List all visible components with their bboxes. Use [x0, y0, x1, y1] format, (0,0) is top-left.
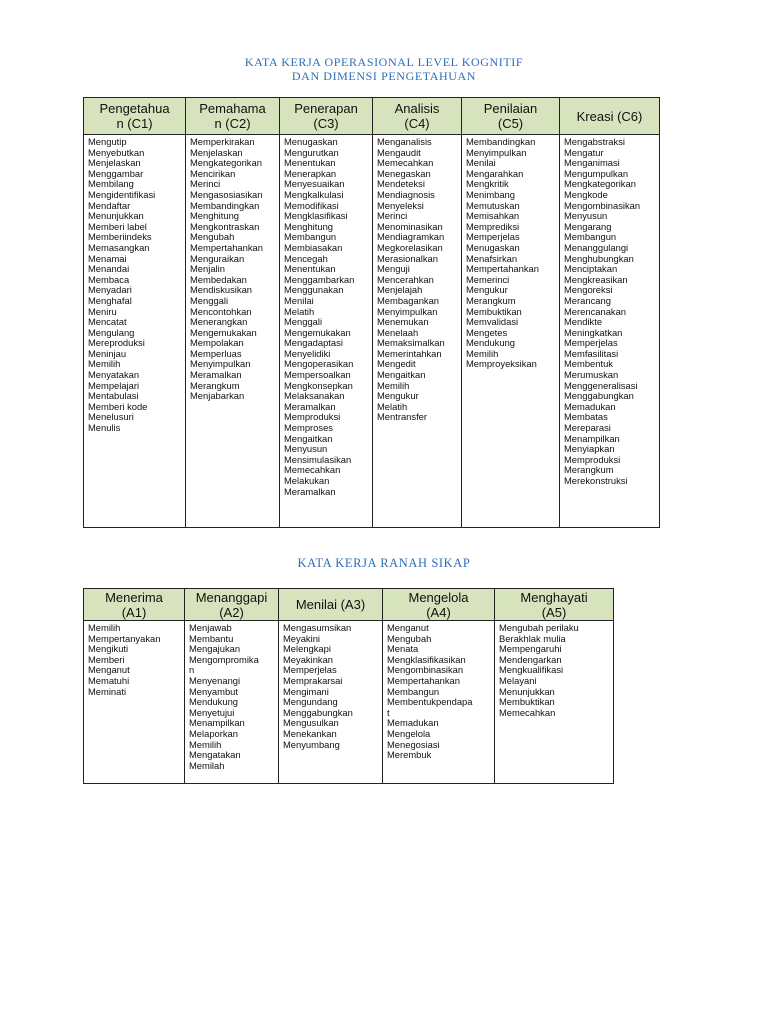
- verb-item: Menganut: [387, 622, 429, 633]
- verb-item: Menghitung: [190, 210, 239, 222]
- verb-item: Menjawab: [189, 622, 232, 633]
- verb-item: Mengasosiasikan: [190, 188, 263, 200]
- verb-item: Membedakan: [190, 273, 247, 285]
- verb-item: Menggali: [284, 316, 323, 328]
- verb-item: Memadukan: [564, 400, 616, 412]
- verb-list-cell: [462, 135, 560, 528]
- verb-item: Menjabarkan: [190, 390, 245, 402]
- column-header-a1: Menerima (A1): [84, 589, 185, 621]
- verb-list-cell: [186, 135, 280, 528]
- verb-item: Mencirikan: [190, 167, 236, 179]
- verb-item: Memasangkan: [88, 241, 150, 253]
- verb-item: Menekankan: [283, 727, 337, 739]
- verb-item: Mengubah perilaku: [499, 622, 579, 633]
- verb-item: Mendaftar: [88, 199, 131, 211]
- verb-item: Mengkode: [564, 188, 608, 200]
- verb-item: Memperjelas: [564, 337, 618, 349]
- verb-item: Menyetujui: [189, 706, 235, 718]
- verb-item: Melatih: [284, 305, 315, 317]
- verb-item: Mengemukakan: [284, 326, 351, 338]
- verb-list-cell: [373, 135, 462, 528]
- verb-item: Menata: [387, 643, 419, 655]
- table-header-row: [84, 98, 660, 135]
- verb-item: Merangkum: [466, 294, 516, 306]
- verb-item: Mensimulasikan: [284, 453, 352, 465]
- verb-item: Memecahkan: [377, 157, 434, 169]
- verb-item: Menunjukkan: [88, 210, 144, 222]
- verb-item: Mempolakan: [190, 337, 244, 349]
- column-header-c6: Kreasi (C6): [560, 98, 660, 135]
- verb-item: Membandingkan: [466, 136, 536, 147]
- verb-item: Menggambarkan: [284, 273, 355, 285]
- verb-item: Membentukpendapa: [387, 696, 473, 708]
- verb-item: Menamai: [88, 252, 127, 264]
- verb-item: Mengubah: [190, 231, 235, 243]
- verb-item: Memaksimalkan: [377, 337, 445, 349]
- verb-item: Memadukan: [387, 717, 439, 729]
- verb-item: t: [387, 706, 390, 718]
- verb-list-cell: [84, 135, 186, 528]
- verb-item: Menandai: [88, 263, 130, 275]
- verb-item: Menelaah: [377, 326, 419, 338]
- verb-item: Mengedit: [377, 358, 416, 370]
- verb-item: Memilih: [88, 358, 121, 370]
- verb-item: Menyadari: [88, 284, 132, 296]
- verb-item: Menyusun: [564, 210, 608, 222]
- verb-item: Mentabulasi: [88, 390, 139, 402]
- verb-item: Mempelajari: [88, 379, 140, 391]
- verb-item: Mengabstraksi: [564, 136, 625, 147]
- verb-item: Menggali: [190, 294, 229, 306]
- verb-item: Memberi: [88, 653, 125, 665]
- verb-item: Menimbang: [466, 188, 515, 200]
- verb-item: Mempertahankan: [387, 674, 460, 686]
- verb-item: Mendikte: [564, 316, 603, 328]
- verb-item: Menggambar: [88, 167, 144, 179]
- verb-item: Mereparasi: [564, 422, 611, 434]
- verb-item: Menjelajah: [377, 284, 423, 296]
- table-header-row: [84, 589, 614, 621]
- verb-item: Menunjukkan: [499, 685, 555, 697]
- verb-item: Menggabungkan: [283, 706, 353, 718]
- verb-item: Menguraikan: [190, 252, 245, 264]
- cognitive-verbs-table: [83, 97, 660, 528]
- verb-item: Mengatur: [564, 146, 604, 158]
- verb-item: Mematuhi: [88, 674, 130, 686]
- document-title: [0, 55, 768, 83]
- verb-item: Membiasakan: [284, 241, 343, 253]
- verb-item: Membuktikan: [466, 305, 522, 317]
- verb-item: Merangkum: [190, 379, 240, 391]
- verb-item: Memodifikasi: [284, 199, 339, 211]
- verb-item: Melaporkan: [189, 727, 238, 739]
- verb-item: Memerinci: [466, 273, 510, 285]
- verb-item: Membilang: [88, 178, 134, 190]
- verb-list-cell: [84, 621, 185, 784]
- verb-item: Mengklasifikasikan: [387, 653, 466, 665]
- verb-item: Mengombinasikan: [387, 664, 464, 676]
- column-header-c2: Pemahama n (C2): [186, 98, 280, 135]
- verb-item: Memproduksi: [284, 411, 341, 423]
- verb-item: Menguji: [377, 263, 410, 275]
- verb-item: Memisahkan: [466, 210, 520, 222]
- verb-list-cell: [495, 621, 614, 784]
- column-header-a5: Menghayati (A5): [495, 589, 614, 621]
- verb-item: Menanggulangi: [564, 241, 629, 253]
- verb-item: Merinci: [377, 210, 408, 222]
- verb-item: Menampilkan: [564, 432, 620, 444]
- verb-item: Mengkalkulasi: [284, 188, 344, 200]
- verb-item: Mencatat: [88, 316, 127, 328]
- verb-item: Meminati: [88, 685, 127, 697]
- verb-item: Mengatakan: [189, 749, 241, 761]
- verb-item: Memilih: [189, 738, 222, 750]
- verb-item: Megkorelasikan: [377, 241, 443, 253]
- verb-item: Menilai: [284, 294, 314, 306]
- verb-item: Menganalisis: [377, 136, 432, 147]
- verb-item: Mengimani: [283, 685, 329, 697]
- verb-item: Menganimasi: [564, 157, 620, 169]
- verb-item: Menemukan: [377, 316, 429, 328]
- verb-item: Memprakarsai: [283, 674, 343, 686]
- verb-item: Menerapkan: [284, 167, 337, 179]
- verb-item: Memberi label: [88, 220, 147, 232]
- verb-item: Mengkritik: [466, 178, 509, 190]
- verb-item: Mengombinasikan: [564, 199, 641, 211]
- verb-item: Menyatakan: [88, 369, 140, 381]
- verb-item: Mengadaptasi: [284, 337, 343, 349]
- verb-item: Menegaskan: [377, 167, 431, 179]
- verb-item: Memperjelas: [283, 664, 337, 676]
- verb-item: Mengukur: [377, 390, 419, 402]
- verb-item: Mereproduksi: [88, 337, 145, 349]
- verb-item: Mendukung: [466, 337, 515, 349]
- affective-verbs-table: [83, 588, 614, 784]
- verb-item: Mengutip: [88, 136, 127, 147]
- verb-item: Menyeleksi: [377, 199, 424, 211]
- verb-item: Menampilkan: [189, 717, 245, 729]
- verb-item: Membaca: [88, 273, 130, 285]
- verb-item: Menulis: [88, 422, 121, 434]
- verb-item: Mendiskusikan: [190, 284, 253, 296]
- verb-item: Menyusun: [284, 443, 328, 455]
- verb-item: Mengukur: [466, 284, 508, 296]
- verb-item: Mengasumsikan: [283, 622, 352, 633]
- verb-item: Mendeteksi: [377, 178, 425, 190]
- verb-item: Menentukan: [284, 157, 336, 169]
- verb-item: Mengikuti: [88, 643, 129, 655]
- verb-item: Menggabungkan: [564, 390, 634, 402]
- verb-item: Membandingkan: [190, 199, 260, 211]
- verb-item: Meramalkan: [284, 400, 336, 412]
- verb-item: Menjelaskan: [88, 157, 141, 169]
- verb-item: Merangkum: [564, 464, 614, 476]
- verb-item: Membantu: [189, 632, 234, 644]
- verb-item: Memproyeksikan: [466, 358, 537, 370]
- verb-item: Menyesuaikan: [284, 178, 345, 190]
- verb-item: Mengkontraskan: [190, 220, 260, 232]
- verb-item: Memecahkan: [284, 464, 341, 476]
- verb-item: Menyimpulkan: [377, 305, 438, 317]
- verb-item: Mendengarkan: [499, 653, 562, 665]
- verb-item: Memproses: [284, 422, 333, 434]
- verb-item: Mencegah: [284, 252, 328, 264]
- verb-item: Mengelola: [387, 727, 431, 739]
- verb-item: Memvalidasi: [466, 316, 519, 328]
- verb-item: Mengkualifikasi: [499, 664, 564, 676]
- column-header-c4: Analisis (C4): [373, 98, 462, 135]
- verb-item: Mempertahankan: [190, 241, 263, 253]
- verb-item: Menyimpulkan: [466, 146, 527, 158]
- verb-item: Memproduksi: [564, 453, 621, 465]
- verb-item: Memutuskan: [466, 199, 520, 211]
- verb-list-cell: [383, 621, 495, 784]
- verb-item: Menyimpulkan: [190, 358, 251, 370]
- verb-item: Merekonstruksi: [564, 475, 628, 486]
- verb-item: Menominasikan: [377, 220, 443, 232]
- verb-item: Membuktikan: [499, 696, 555, 708]
- verb-list-cell: [560, 135, 660, 528]
- verb-item: Menyenangi: [189, 674, 241, 686]
- verb-item: Membagankan: [377, 294, 440, 306]
- verb-item: Merembuk: [387, 749, 432, 761]
- verb-item: Mengajukan: [189, 643, 241, 655]
- verb-item: Mengidentifikasi: [88, 188, 156, 200]
- verb-item: Mengkonsepkan: [284, 379, 353, 391]
- verb-item: Menerangkan: [190, 316, 248, 328]
- document-title-line-1: KATA KERJA OPERASIONAL LEVEL KOGNITIF: [244, 55, 524, 69]
- verb-item: Mengoreksi: [564, 284, 613, 296]
- verb-item: Menyelidiki: [284, 347, 331, 359]
- verb-item: Mengompromika: [189, 653, 259, 665]
- verb-item: Berakhlak mulia: [499, 632, 566, 644]
- verb-item: Memilih: [466, 347, 499, 359]
- verb-item: Merinci: [190, 178, 221, 190]
- verb-item: Mempersoalkan: [284, 369, 351, 381]
- verb-item: Melayani: [499, 674, 537, 686]
- verb-item: Mengetes: [466, 326, 508, 338]
- verb-item: Mengklasifikasi: [284, 210, 348, 222]
- verb-item: Melakukan: [284, 475, 330, 486]
- verb-item: Mencerahkan: [377, 273, 434, 285]
- verb-item: Memecahkan: [499, 706, 556, 718]
- verb-item: Memfasilitasi: [564, 347, 619, 359]
- verb-item: Merancang: [564, 294, 611, 306]
- verb-item: Menciptakan: [564, 263, 618, 275]
- verb-item: Mencontohkan: [190, 305, 252, 317]
- verb-item: Menghubungkan: [564, 252, 634, 264]
- verb-item: Menegosiasi: [387, 738, 440, 750]
- verb-item: Mengurutkan: [284, 146, 339, 158]
- verb-item: Meramalkan: [190, 369, 242, 381]
- verb-item: Meyakinkan: [283, 653, 334, 665]
- verb-item: Membangun: [564, 231, 617, 243]
- verb-item: Merumuskan: [564, 369, 619, 381]
- verb-item: Membatas: [564, 411, 608, 423]
- verb-item: Memberiindeks: [88, 231, 152, 243]
- verb-item: Menugaskan: [466, 241, 520, 253]
- verb-item: Mengaitkan: [377, 369, 426, 381]
- verb-item: Membentuk: [564, 358, 613, 370]
- verb-item: Mendiagnosis: [377, 188, 435, 200]
- verb-item: Mengkreasikan: [564, 273, 628, 285]
- verb-item: Menggeneralisasi: [564, 379, 638, 391]
- verb-item: Menyumbang: [283, 738, 340, 750]
- verb-item: Menafsirkan: [466, 252, 518, 264]
- verb-item: Menganut: [88, 664, 130, 676]
- column-header-a3: Menilai (A3): [279, 589, 383, 621]
- verb-item: Menjalin: [190, 263, 225, 275]
- column-header-c3: Penerapan (C3): [280, 98, 373, 135]
- verb-item: Menjelaskan: [190, 146, 243, 158]
- verb-item: Memilih: [88, 622, 121, 633]
- document-title-line-2: DAN DIMENSI PENGETAHUAN: [291, 69, 477, 83]
- column-header-c5: Penilaian (C5): [462, 98, 560, 135]
- column-header-a4: Mengelola (A4): [383, 589, 495, 621]
- verb-item: Meramalkan: [284, 485, 336, 497]
- column-header-a2: Menanggapi (A2): [185, 589, 279, 621]
- verb-list-cell: [280, 135, 373, 528]
- verb-item: Mendiagramkan: [377, 231, 445, 243]
- verb-item: Mengarahkan: [466, 167, 524, 179]
- verb-item: Mengoperasikan: [284, 358, 354, 370]
- verb-item: Merencanakan: [564, 305, 627, 317]
- verb-item: Melengkapi: [283, 643, 331, 655]
- verb-item: Mengemukakan: [190, 326, 257, 338]
- verb-item: Melaksanakan: [284, 390, 345, 402]
- verb-item: Mentransfer: [377, 411, 428, 423]
- verb-item: Memilah: [189, 759, 225, 771]
- verb-item: Mengusulkan: [283, 717, 339, 729]
- verb-list-cell: [185, 621, 279, 784]
- verb-item: Menugaskan: [284, 136, 338, 147]
- verb-item: Mengarang: [564, 220, 612, 232]
- verb-item: Merasionalkan: [377, 252, 438, 264]
- verb-item: Memperjelas: [466, 231, 520, 243]
- verb-item: Menyambut: [189, 685, 238, 697]
- verb-item: Memprediksi: [466, 220, 520, 232]
- column-header-c1: Pengetahua n (C1): [84, 98, 186, 135]
- verb-item: Mempertanyakan: [88, 632, 161, 644]
- verb-item: n: [189, 664, 195, 676]
- verb-item: Mengundang: [283, 696, 338, 708]
- verb-item: Meniru: [88, 305, 117, 317]
- verb-item: Mengaudit: [377, 146, 421, 158]
- verb-item: Menentukan: [284, 263, 336, 275]
- verb-item: Menghafal: [88, 294, 132, 306]
- table-row: [84, 621, 614, 784]
- verb-item: Menggunakan: [284, 284, 344, 296]
- table-row: [84, 135, 660, 528]
- verb-item: Meningkatkan: [564, 326, 623, 338]
- verb-item: Meyakini: [283, 632, 320, 644]
- section-title: KATA KERJA RANAH SIKAP: [297, 556, 471, 570]
- verb-item: Mengkategorikan: [564, 178, 636, 190]
- verb-item: Menyiapkan: [564, 443, 615, 455]
- verb-item: Membangun: [387, 685, 440, 697]
- verb-list-cell: [279, 621, 383, 784]
- verb-item: Memilih: [377, 379, 410, 391]
- verb-item: Membangun: [284, 231, 337, 243]
- verb-item: Mengumpulkan: [564, 167, 629, 179]
- verb-item: Mengulang: [88, 326, 135, 338]
- verb-item: Mengkategorikan: [190, 157, 262, 169]
- verb-item: Menilai: [466, 157, 496, 169]
- verb-item: Menelusuri: [88, 411, 134, 423]
- verb-item: Mendukung: [189, 696, 238, 708]
- verb-item: Melatih: [377, 400, 408, 412]
- verb-item: Menghitung: [284, 220, 333, 232]
- verb-item: Memperluas: [190, 347, 242, 359]
- verb-item: Mengubah: [387, 632, 432, 644]
- verb-item: Memberi kode: [88, 400, 148, 412]
- verb-item: Menyebutkan: [88, 146, 145, 158]
- verb-item: Meninjau: [88, 347, 127, 359]
- verb-item: Mempengaruhi: [499, 643, 562, 655]
- verb-item: Memerintahkan: [377, 347, 442, 359]
- verb-item: Memperkirakan: [190, 136, 255, 147]
- verb-item: Mengaitkan: [284, 432, 333, 444]
- verb-item: Mempertahankan: [466, 263, 539, 275]
